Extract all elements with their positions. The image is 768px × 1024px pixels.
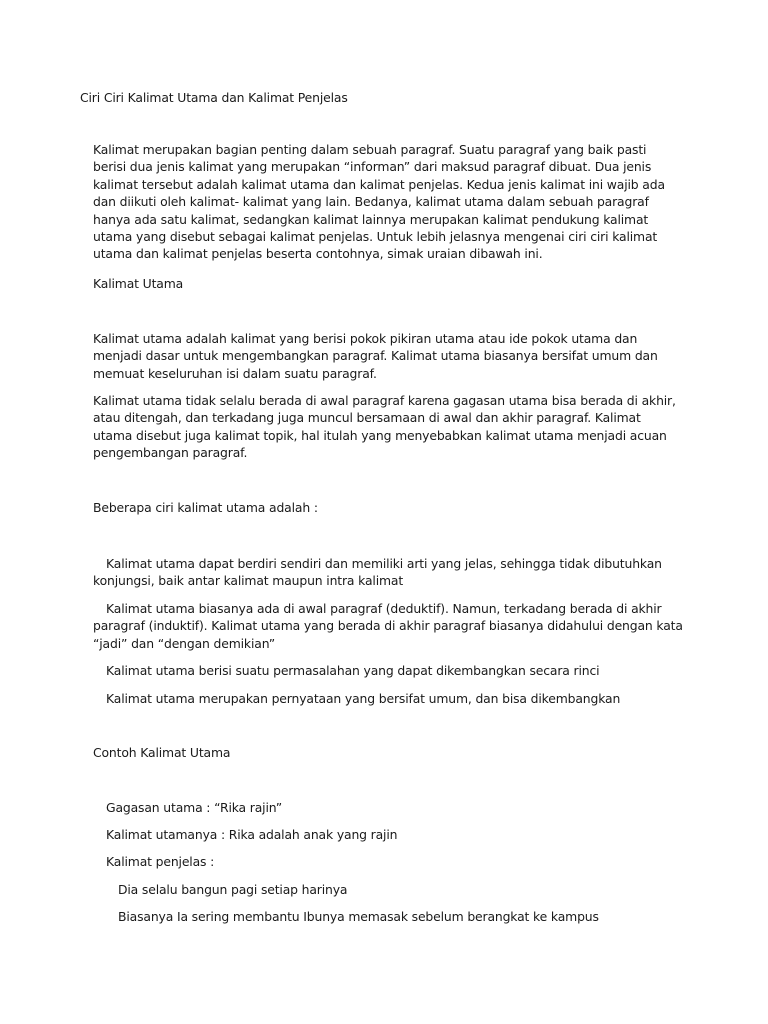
definition-paragraph-2: Kalimat utama tidak selalu berada di awal paragraf karena gagasan utama bisa berada di akhir, atau ditengah, dan terkadang juga muncul bersamaan di awal dan akhir paragraf. Kalimat utama disebut juga kalimat topik, hal itulah yang menyebabkan kalimat utama menjadi acuan pengembangan paragraf. <box>93 393 676 461</box>
ciri-item-1: Kalimat utama dapat berdiri sendiri dan memiliki arti yang jelas, sehingga tidak dibutuhkan konjungsi, baik antar kalimat maupun intra kalimat <box>93 556 662 589</box>
kalimat-penjelas-label: Kalimat penjelas : <box>106 854 215 869</box>
document-title: Ciri Ciri Kalimat Utama dan Kalimat Penjelas <box>80 90 348 105</box>
ciri-item-3: Kalimat utama berisi suatu permasalahan yang dapat dikembangkan secara rinci <box>106 663 600 678</box>
penjelas-item-1: Dia selalu bangun pagi setiap harinya <box>118 882 348 897</box>
penjelas-item-2: Biasanya Ia sering membantu Ibunya memasak sebelum berangkat ke kampus <box>118 909 599 924</box>
heading-kalimat-utama: Kalimat Utama <box>93 276 184 291</box>
ciri-item-2: Kalimat utama biasanya ada di awal paragraf (deduktif). Namun, terkadang berada di akhir paragraf (induktif). Kalimat utama yang berada di akhir paragraf biasanya didahului dengan kata “jadi” dan “dengan demikian” <box>93 601 683 651</box>
definition-paragraph-1: Kalimat utama adalah kalimat yang berisi pokok pikiran utama atau ide pokok utama dan menjadi dasar untuk mengembangkan paragraf. Kalimat utama biasanya bersifat umum dan memuat keseluruhan isi dalam suatu paragraf. <box>93 331 658 381</box>
contoh-heading: Contoh Kalimat Utama <box>93 745 231 760</box>
kalimat-utamanya-line: Kalimat utamanya : Rika adalah anak yang rajin <box>106 827 398 842</box>
ciri-item-4: Kalimat utama merupakan pernyataan yang bersifat umum, dan bisa dikembangkan <box>106 691 621 706</box>
ciri-heading: Beberapa ciri kalimat utama adalah : <box>93 500 318 515</box>
gagasan-utama-line: Gagasan utama : “Rika rajin” <box>106 800 283 815</box>
intro-paragraph: Kalimat merupakan bagian penting dalam sebuah paragraf. Suatu paragraf yang baik pasti berisi dua jenis kalimat yang merupakan “informan” dari maksud paragraf dibuat. Dua jenis kalimat tersebut adalah kalimat utama dan kalimat penjelas. Kedua jenis kalimat ini wajib ada dan diikuti oleh kalimat- kalimat yang lain. Bedanya, kalimat utama dalam sebuah paragraf hanya ada satu kalimat, sedangkan kalimat lainnya merupakan kalimat pendukung kalimat utama yang disebut sebagai kalimat penjelas. Untuk lebih jelasnya mengenai ciri ciri kalimat utama dan kalimat penjelas beserta contohnya, simak uraian dibawah ini. <box>93 142 665 262</box>
